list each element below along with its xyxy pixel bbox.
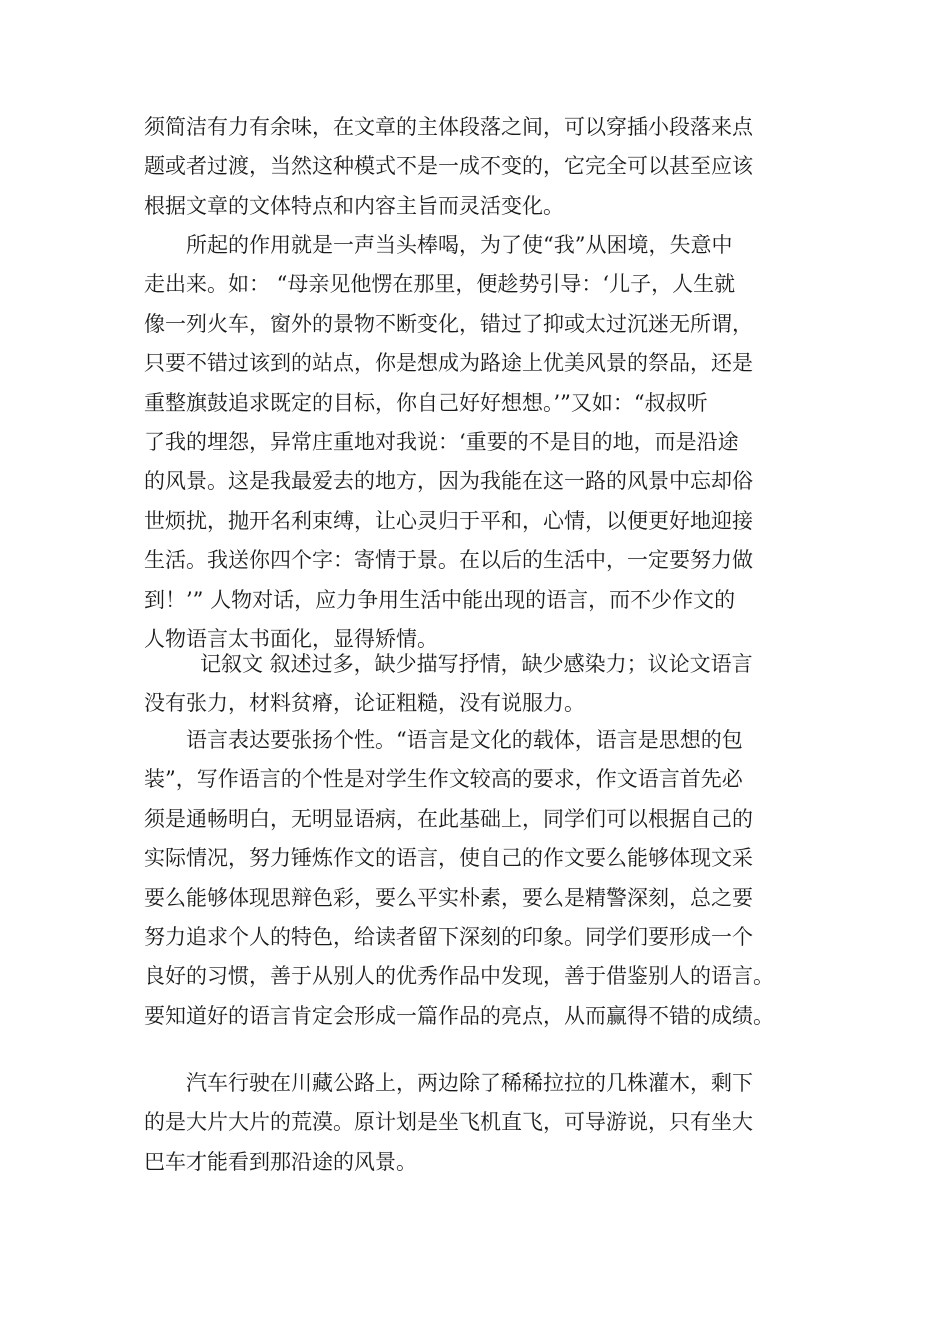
paragraph-genre-issues — [144, 645, 814, 724]
text-line: 到！’” 人物对话，应力争用生活中能出现的语言，而不少作文的 — [144, 587, 736, 612]
text-line: 须简洁有力有余味，在文章的主体段落之间，可以穿插小段落来点 — [144, 115, 753, 139]
text-line: 题或者过渡，当然这种模式不是一成不变的，它完全可以甚至应该 — [144, 154, 753, 179]
text-line: 实际情况，努力锤炼作文的语言，使自己的作文要么能够体现文采 — [144, 846, 753, 871]
text-line: 的是大片大片的荒漠。原计划是坐飞机直飞，可导游说，只有坐大 — [144, 1110, 753, 1135]
text-line: 生活。我送你四个字：寄情于景。在以后的生活中，一定要努力做 — [144, 548, 753, 573]
text-line: 人物语言太书面化，显得矫情。 — [144, 626, 438, 651]
text-line: 巴车才能看到那沿途的风景。 — [144, 1149, 417, 1174]
text-line: 根据文章的文体特点和内容主旨而灵活变化。 — [144, 193, 564, 218]
paragraph-dialogue-example — [144, 226, 814, 659]
paragraph-language-style — [144, 721, 814, 1036]
text-line: 只要不错过该到的站点，你是想成为路途上优美风景的祭品，还是 — [144, 351, 753, 376]
text-line: 没有张力，材料贫瘠，论证粗糙，没有说服力。 — [144, 691, 585, 716]
text-line: 了我的埋怨，异常庄重地对我说：‘重要的不是目的地，而是沿途 — [144, 429, 739, 454]
text-line: 努力追求个人的特色，给读者留下深刻的印象。同学们要形成一个 — [144, 924, 753, 949]
text-line: 所起的作用就是一声当头棒喝，为了使“我”从困境，失意中 — [186, 233, 733, 257]
text-line: 走出来。如： “母亲见他愣在那里，便趁势引导：‘儿子，人生就 — [144, 272, 736, 297]
text-line: 汽车行驶在川藏公路上，两边除了稀稀拉拉的几株灌木，剩下 — [186, 1071, 753, 1095]
text-line: 语言表达要张扬个性。“语言是文化的载体，语言是思想的包 — [186, 728, 743, 752]
paragraph-structure — [144, 108, 814, 226]
text-line: 重整旗鼓追求既定的目标，你自己好好想想。’”又如：“叔叔听 — [144, 390, 708, 415]
text-line: 装”，写作语言的个性是对学生作文较高的要求，作文语言首先必 — [144, 767, 743, 792]
text-line: 像一列火车，窗外的景物不断变化，错过了抑或太过沉迷无所谓， — [144, 311, 753, 336]
paragraph-sample-essay — [144, 1064, 814, 1182]
text-line: 记叙文 叙述过多，缺少描写抒情，缺少感染力；议论文语言 — [200, 652, 753, 676]
text-line: 良好的习惯，善于从别人的优秀作品中发现，善于借鉴别人的语言。 — [144, 964, 774, 989]
text-line: 要么能够体现思辩色彩，要么平实朴素，要么是精警深刻，总之要 — [144, 885, 753, 910]
text-line: 的风景。这是我最爱去的地方，因为我能在这一路的风景中忘却俗 — [144, 469, 753, 494]
text-line: 要知道好的语言肯定会形成一篇作品的亮点，从而赢得不错的成绩。 — [144, 1003, 774, 1028]
text-line: 须是通畅明白，无明显语病，在此基础上，同学们可以根据自己的 — [144, 806, 753, 831]
text-line: 世烦扰，抛开名利束缚，让心灵归于平和，心情，以便更好地迎接 — [144, 508, 753, 533]
